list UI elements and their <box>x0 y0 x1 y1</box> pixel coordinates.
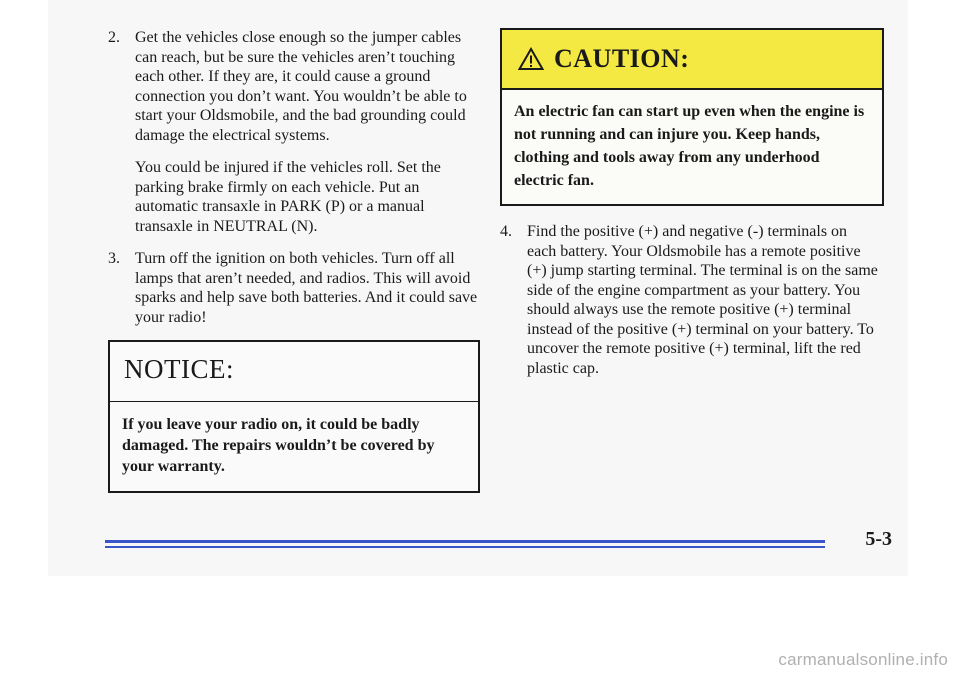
warning-triangle-icon <box>518 47 544 71</box>
caution-box <box>500 28 884 206</box>
step-3-text: Turn off the ignition on both vehicles. Turn off all lamps that aren’t needed, and radios. This will avoid sparks and help save both batteries. And it could save your radio! <box>135 250 478 326</box>
left-column <box>108 28 480 493</box>
caution-title: CAUTION: <box>554 44 690 73</box>
right-column <box>500 28 880 391</box>
step-2 <box>108 28 480 236</box>
step-number: 4. <box>500 223 512 240</box>
footer-rule-thick <box>105 540 825 543</box>
footer-rule-thin <box>105 546 825 548</box>
step-3 <box>108 249 480 327</box>
caution-header <box>502 30 882 90</box>
step-2-paragraph-2: You could be injured if the vehicles roll. Set the parking brake firmly on each vehicle. Put an automatic transaxle in PARK (P) or a manual transaxle in NEUTRAL (N). <box>135 159 441 235</box>
step-4-text: Find the positive (+) and negative (-) terminals on each battery. Your Oldsmobile has a remote positive (+) jump starting terminal. The terminal is on the same side of the engine compartment as your battery. You should always use the remote positive (+) terminal instead of the positive (+) terminal on your battery. To uncover the remote positive (+) terminal, lift the red plastic cap. <box>527 223 878 377</box>
step-number: 2. <box>108 29 120 46</box>
watermark: carmanualsonline.info <box>778 650 948 669</box>
step-number: 3. <box>108 250 120 267</box>
caution-body: An electric fan can start up even when the engine is not running and can injure you. Keep hands, clothing and tools away from any underhood electric fan. <box>514 103 865 189</box>
notice-box <box>108 340 480 493</box>
step-4 <box>500 222 880 378</box>
step-2-paragraph-1: Get the vehicles close enough so the jumper cables can reach, but be sure the vehicles aren’t touching each other. If they are, it could cause a ground connection you don’t want. You wouldn’t be able to start your Oldsmobile, and the bad grounding could damage the electrical systems. <box>135 29 467 144</box>
page-number: 5-3 <box>865 528 892 550</box>
notice-title: NOTICE: <box>110 342 478 402</box>
notice-body: If you leave your radio on, it could be badly damaged. The repairs wouldn’t be covered by your warranty. <box>122 416 435 475</box>
